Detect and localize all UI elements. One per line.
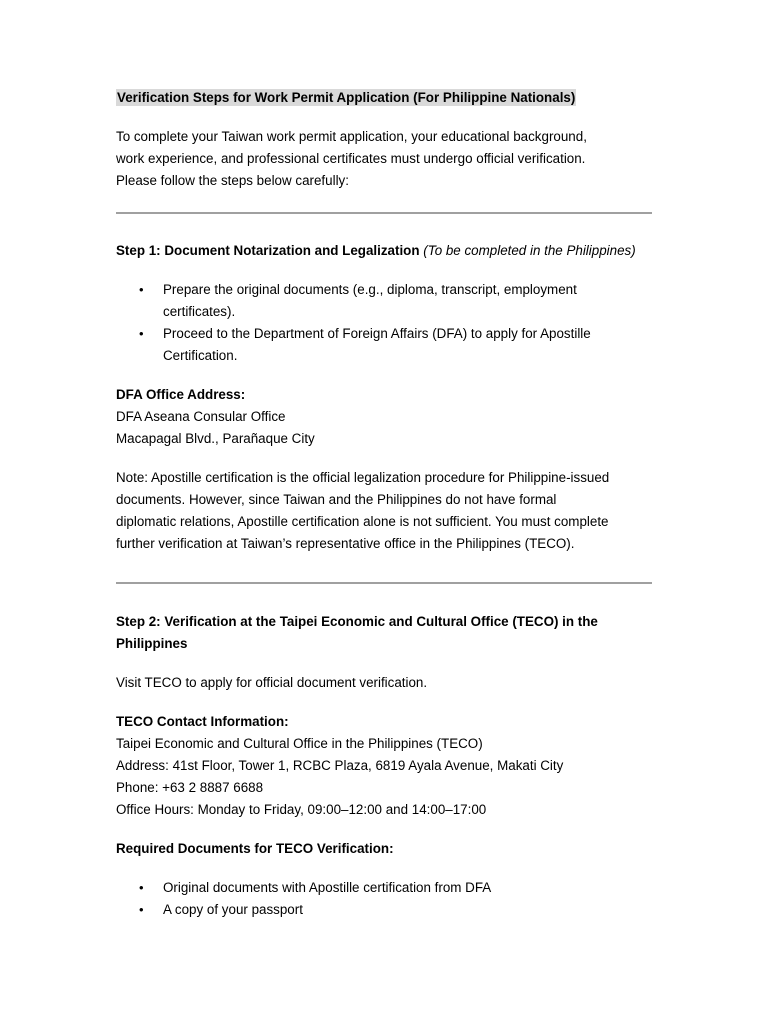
note-line: documents. However, since Taiwan and the Philippines do not have formal bbox=[116, 492, 557, 507]
note-line: Note: Apostille certification is the official legalization procedure for Philippine-issued bbox=[116, 470, 610, 485]
teco-contact-phone: Phone: +63 2 8887 6688 bbox=[116, 780, 264, 795]
dfa-address-line: Macapagal Blvd., Parañaque City bbox=[116, 431, 315, 446]
document-title-text: Verification Steps for Work Permit Application (For Philippine Nationals) bbox=[117, 90, 576, 105]
list-item-line: Proceed to the Department of Foreign Affairs (DFA) to apply for Apostille bbox=[163, 326, 591, 341]
note-paragraph bbox=[116, 467, 656, 555]
step1-heading-text: Step 1: Document Notarization and Legalization bbox=[116, 243, 420, 258]
step1-bullet-list bbox=[116, 279, 656, 367]
intro-line: To complete your Taiwan work permit application, your educational background, bbox=[116, 129, 587, 144]
document-page bbox=[116, 87, 656, 921]
dfa-address-label: DFA Office Address: bbox=[116, 387, 246, 402]
document-title bbox=[116, 87, 656, 109]
list-item-line: Prepare the original documents (e.g., diploma, transcript, employment bbox=[163, 282, 577, 297]
step1-heading-note: (To be completed in the Philippines) bbox=[423, 243, 636, 258]
step2-heading-line: Step 2: Verification at the Taipei Economic and Cultural Office (TECO) in the bbox=[116, 614, 598, 629]
intro-line: Please follow the steps below carefully: bbox=[116, 173, 349, 188]
list-item bbox=[116, 279, 613, 323]
teco-contact-name: Taipei Economic and Cultural Office in the Philippines (TECO) bbox=[116, 736, 483, 751]
teco-contact-address: Address: 41st Floor, Tower 1, RCBC Plaza, 6819 Ayala Avenue, Makati City bbox=[116, 758, 564, 773]
teco-contact-hours: Office Hours: Monday to Friday, 09:00–12:00 and 14:00–17:00 bbox=[116, 802, 487, 817]
required-documents-label: Required Documents for TECO Verification: bbox=[116, 841, 394, 856]
step2-heading-line: Philippines bbox=[116, 636, 188, 651]
teco-contact-label: TECO Contact Information: bbox=[116, 714, 289, 729]
list-item: • A copy of your passport bbox=[116, 899, 613, 921]
step1-heading bbox=[116, 240, 656, 262]
required-documents-list bbox=[116, 877, 656, 921]
list-item bbox=[116, 323, 613, 367]
list-item: • Original documents with Apostille certification from DFA bbox=[116, 877, 613, 899]
dfa-address-block bbox=[116, 384, 656, 450]
list-item-line: Certification. bbox=[163, 348, 238, 363]
step2-heading bbox=[116, 611, 656, 655]
intro-paragraph bbox=[116, 126, 656, 192]
section-divider bbox=[116, 212, 656, 214]
note-line: further verification at Taiwan’s representative office in the Philippines (TECO). bbox=[116, 536, 575, 551]
step2-visit-text: Visit TECO to apply for official document verification. bbox=[116, 675, 428, 690]
dfa-address-line: DFA Aseana Consular Office bbox=[116, 409, 286, 424]
section-divider bbox=[116, 582, 656, 584]
note-line: diplomatic relations, Apostille certification alone is not sufficient. You must complete bbox=[116, 514, 609, 529]
intro-line: work experience, and professional certificates must undergo official verification. bbox=[116, 151, 586, 166]
teco-contact-block bbox=[116, 711, 656, 821]
list-item-line: certificates). bbox=[163, 304, 236, 319]
